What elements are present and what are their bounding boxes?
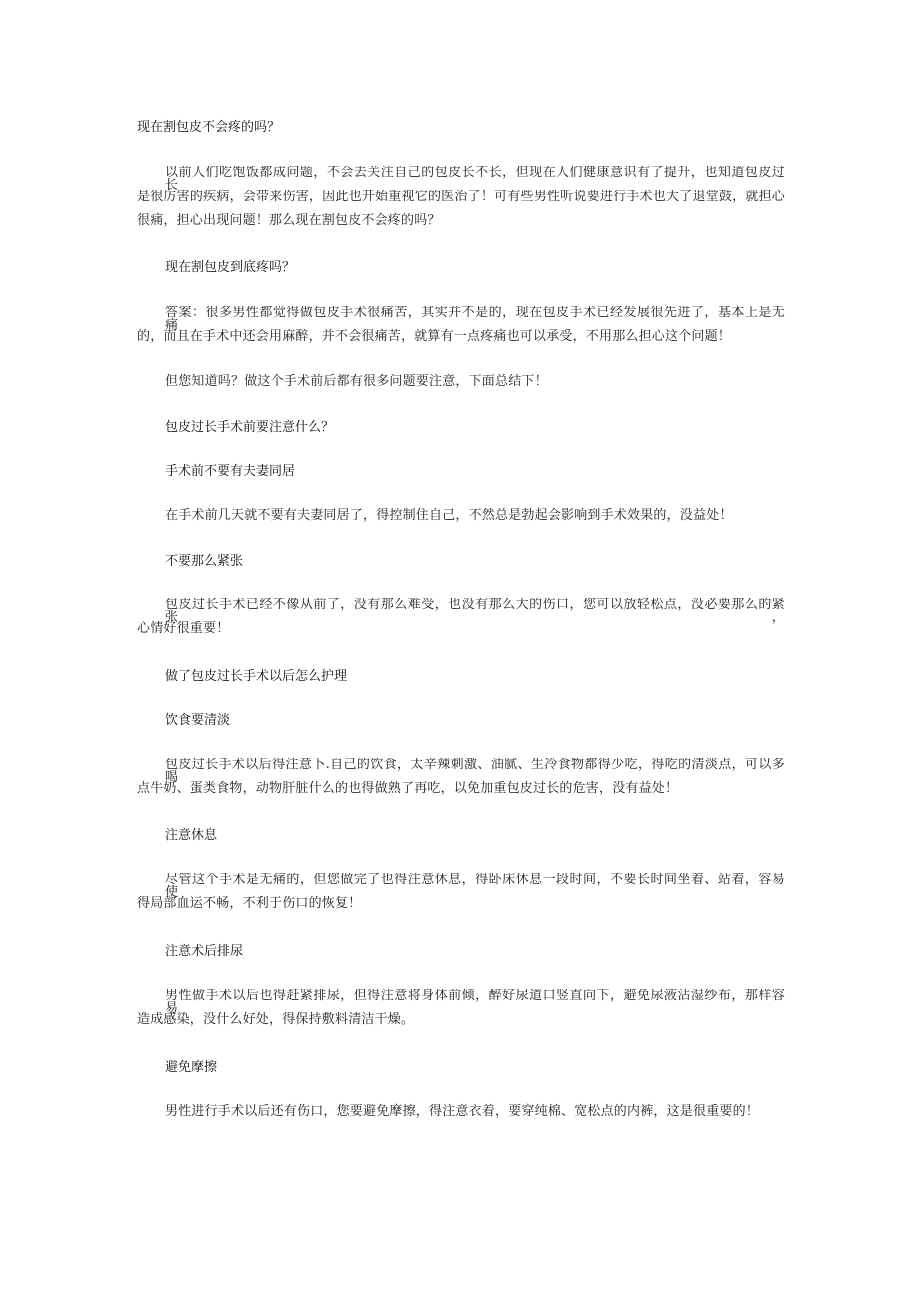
subheading-avoid-friction: 避免摩擦	[165, 1060, 218, 1075]
section-heading-after: 做了包皮过长手术以后怎么护理	[165, 669, 348, 684]
pain-answer-line-1: 答案：很多男性都觉得做包皮手术很痛苦，其实并不是的，现在包皮手术已经发展很先进了，基本上是无痛	[165, 306, 785, 332]
subheading-light-diet: 饮食要清淡	[165, 713, 231, 728]
urination-line-2: 造成感染，没什么好处，得保持敷料清洁干燥。	[137, 1012, 415, 1027]
section-heading-before: 包皮过长手术前要注意什么？	[165, 420, 335, 435]
urination-line-1: 男性做手术以后也得赶紧排尿，但得注意将身体前倾，醉好尿道口竖直向下，避免尿液沾湿纱布，那样容易	[165, 989, 785, 1015]
light-diet-line-2: 点牛奶、蛋类食物，动物肝脏什么的也得做熟了再吃，以免加重包皮过长的危害，没有益处！	[137, 781, 679, 796]
no-cohabitation-line-1: 在手术前几天就不要有夫妻同居了，得控制住自己，不然总是勃起会影响到手术效果的，没益处！	[165, 508, 733, 523]
dont-be-nervous-line-1: 包皮过长手术已经不像从前了，没有那么难受，也没有那么大的伤口，您可以放轻松点，没必要那么的紧张，	[165, 598, 785, 624]
rest-line-1: 尽管这个手术是无痛的，但您做完了也得注意休息，得卧床休息一段时间，不要长时间坐着、站着，容易使	[165, 873, 785, 899]
pain-answer-line-2: 的，而且在手术中还会用麻醉，并不会很痛苦，就算有一点疼痛也可以承受，不用那么担心这个问题！	[137, 329, 732, 344]
intro-line-2: 是很厉害的疾病，会带来伤害，因此也开始重视它的医治了！可有些男性听说要进行手术也大了退堂鼓，就担心	[137, 190, 785, 203]
document-title: 现在割包皮不会疼的吗？	[137, 120, 281, 135]
section-heading-pain: 现在割包皮到底疼吗？	[165, 260, 296, 275]
rest-line-2: 得局部血运不畅，不利于伤口的恢复！	[137, 896, 362, 911]
subheading-no-cohabitation: 手术前不要有夫妻同居	[165, 464, 296, 479]
subheading-dont-be-nervous: 不要那么紧张	[165, 554, 244, 569]
intro-line-1: 以前人们吃饱饭都成问题，不会去关注自己的包皮长不长，但现在人们健康意识有了提升，也知道包皮过长	[165, 166, 785, 192]
subheading-urination: 注意术后排尿	[165, 944, 244, 959]
light-diet-line-1: 包皮过长手术以后得注意卜.自己的饮食，太辛辣刺激、油腻、生冷食物都得少吃，得吃的清淡点，可以多喝	[165, 758, 785, 784]
intro-line-3: 很痛，担心出现问题！那么现在割包皮不会疼的吗？	[137, 213, 441, 228]
subheading-rest: 注意休息	[165, 828, 218, 843]
pain-followup: 但您知道吗？做这个手术前后都有很多问题要注意，下面总结下！	[165, 374, 548, 389]
avoid-friction-line-1: 男性进行手术以后还有伤口，您要避免摩擦，得注意衣着，要穿纯棉、宽松点的内裤，这是很重要的！	[165, 1104, 760, 1119]
dont-be-nervous-line-2: 心情好很重要！	[137, 621, 230, 636]
